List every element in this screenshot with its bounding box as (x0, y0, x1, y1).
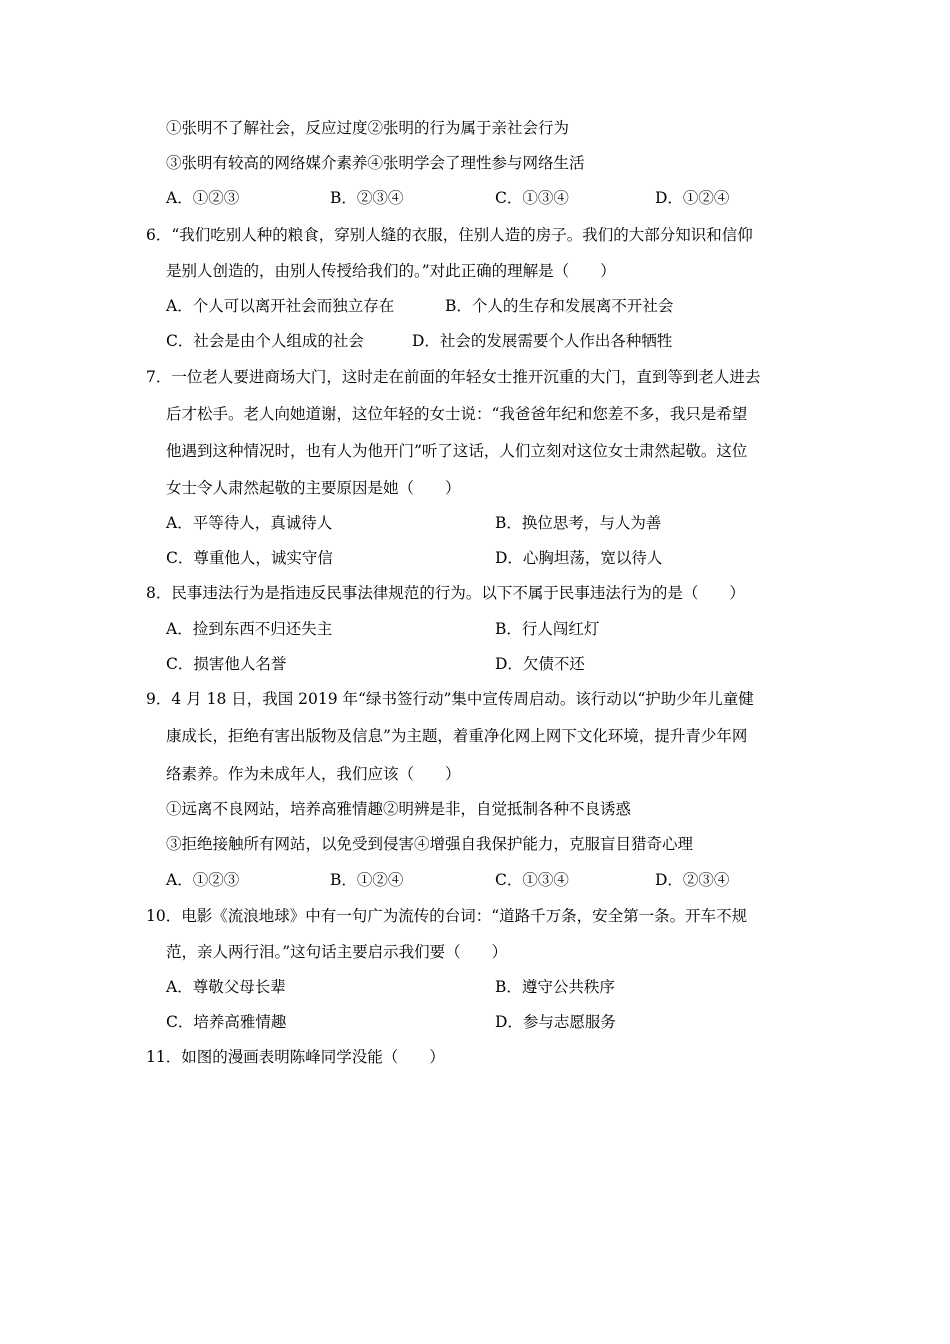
q9-option-b: B．①②④ (330, 871, 404, 889)
q7-option-c: C．尊重他人，诚实守信 (166, 549, 333, 567)
q5-option-b: B．②③④ (330, 189, 404, 207)
q7-option-a: A．平等待人，真诚待人 (166, 514, 333, 532)
q8-option-d: D．欠债不还 (495, 655, 585, 673)
q10-option-d: D．参与志愿服务 (495, 1013, 616, 1031)
q9-option-a: A．①②③ (166, 871, 240, 889)
q9-stem-line-3: 络素养。作为未成年人，我们应该（ ） (166, 765, 461, 783)
q5-statements-line-1: ①张明不了解社会，反应过度②张明的行为属于亲社会行为 (166, 119, 570, 137)
q9-stem-line-2: 康成长，拒绝有害出版物及信息”为主题，着重净化网上网下文化环境，提升青少年网 (166, 727, 748, 745)
q6-option-d: D．社会的发展需要个人作出各种牺牲 (412, 332, 673, 350)
q9-statements-line-1: ①远离不良网站，培养高雅情趣②明辨是非，自觉抵制各种不良诱惑 (166, 800, 632, 818)
q7-option-b: B．换位思考，与人为善 (495, 514, 662, 532)
q10-option-b: B．遵守公共秩序 (495, 978, 615, 996)
q7-stem-line-2: 后才松手。老人向她道谢，这位年轻的女士说：“我爸爸年纪和您差不多，我只是希望 (166, 405, 748, 423)
q5-statements-line-2: ③张明有较高的网络媒介素养④张明学会了理性参与网络生活 (166, 154, 585, 172)
q8-stem-line-1: 8．民事违法行为是指违反民事法律规范的行为。以下不属于民事违法行为的是（ ） (146, 584, 745, 602)
q6-stem-line-2: 是别人创造的，由别人传授给我们的。”对此正确的理解是（ ） (166, 262, 616, 280)
q7-stem-line-4: 女士令人肃然起敬的主要原因是她（ ） (166, 479, 461, 497)
q6-option-c: C．社会是由个人组成的社会 (166, 332, 364, 350)
q6-option-a: A．个人可以离开社会而独立存在 (166, 297, 395, 315)
q10-stem-line-2: 范，亲人两行泪。”这句话主要启示我们要（ ） (166, 943, 508, 961)
q10-option-a: A．尊敬父母长辈 (166, 978, 286, 996)
q6-option-b: B．个人的生存和发展离不开社会 (445, 297, 674, 315)
q9-option-d: D．②③④ (655, 871, 730, 889)
q8-option-a: A．捡到东西不归还失主 (166, 620, 333, 638)
q9-stem-line-1: 9．4 月 18 日，我国 2019 年“绿书签行动”集中宣传周启动。该行动以“护助少年儿童健 (146, 690, 754, 708)
q8-option-c: C．损害他人名誉 (166, 655, 287, 673)
q10-option-c: C．培养高雅情趣 (166, 1013, 287, 1031)
q7-option-d: D．心胸坦荡，宽以待人 (495, 549, 663, 567)
q9-option-c: C．①③④ (495, 871, 569, 889)
q10-stem-line-1: 10．电影《流浪地球》中有一句广为流传的台词：“道路千万条，安全第一条。开车不规 (146, 907, 748, 925)
q5-option-a: A．①②③ (166, 189, 240, 207)
q5-option-c: C．①③④ (495, 189, 569, 207)
q5-option-d: D．①②④ (655, 189, 730, 207)
q8-option-b: B．行人闯红灯 (495, 620, 600, 638)
q7-stem-line-1: 7．一位老人要进商场大门，这时走在前面的年轻女士推开沉重的大门，直到等到老人进去 (146, 368, 761, 386)
q6-stem-line-1: 6．“我们吃别人种的粮食，穿别人缝的衣服，住别人造的房子。我们的大部分知识和信仰 (146, 226, 753, 244)
q7-stem-line-3: 他遇到这种情况时，也有人为他开门”听了这话，人们立刻对这位女士肃然起敬。这位 (166, 442, 748, 460)
q11-stem-line-1: 11．如图的漫画表明陈峰同学没能（ ） (146, 1048, 445, 1066)
q9-statements-line-2: ③拒绝接触所有网站，以免受到侵害④增强自我保护能力，克服盲目猎奇心理 (166, 835, 694, 853)
